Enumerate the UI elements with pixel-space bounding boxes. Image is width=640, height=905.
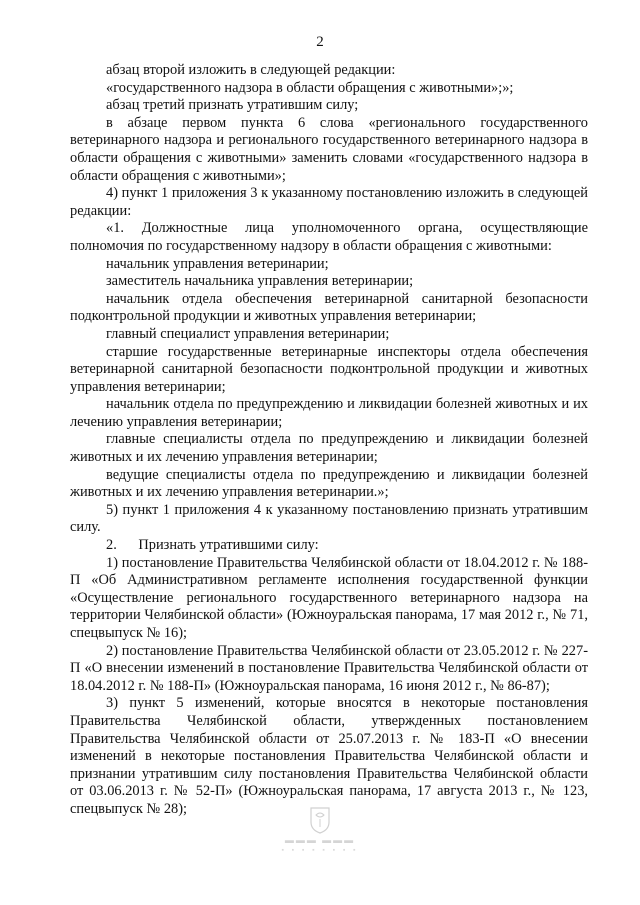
paragraph-10: главный специалист управления ветеринарии; — [106, 325, 390, 342]
stamp-line-2: ▪ ▪ ▪ ▪ ▪ ▪ ▪ ▪ — [281, 846, 359, 854]
paragraph-8: заместитель начальника управления ветеринарии; — [106, 273, 414, 290]
paragraph-16: 2. Признать утратившими силу: — [106, 537, 319, 554]
stamp-line-1: ▬▬▬ ▬▬▬ — [284, 835, 356, 845]
paragraph-12: начальник отдела по предупреждению и ликвидации болезней животных и их лечению управления ветеринарии; — [70, 396, 588, 430]
paragraph-7: начальник управления ветеринарии; — [106, 255, 329, 272]
paragraph-6: «1. Должностные лица уполномоченного органа, осуществляющие полномочия по государственному надзору в области обращения с животными: — [70, 220, 588, 254]
paragraph-4: в абзаце первом пункта 6 слова «регионального государственного ветеринарного надзора и регионального государственного ветеринарного надзора в области обращения с животными» заменить словами «государственного надзора в области обращения с животными»; — [70, 114, 588, 184]
document-body — [70, 62, 588, 819]
paragraph-1: абзац второй изложить в следующей редакции: — [106, 62, 396, 78]
paragraph-14: ведущие специалисты отдела по предупреждению и ликвидации болезней животных и их лечению управления ветеринарии.»; — [70, 466, 588, 501]
watermark-stamp — [0, 805, 640, 865]
paragraph-5: 4) пункт 1 приложения 3 к указанному постановлению изложить в следующей редакции: — [70, 185, 588, 219]
page-number: 2 — [316, 34, 324, 50]
paragraph-18: 2) постановление Правительства Челябинской области от 23.05.2012 г. № 227-П «О внесении изменений в постановление Правительства Челябинской области от 18.04.2012 г. № 188-П» (Южноуральская панорама, 16 июня 2012 г., № 86-87); — [70, 642, 588, 694]
paragraph-13: главные специалисты отдела по предупреждению и ликвидации болезней животных и их лечению управления ветеринарии; — [70, 431, 588, 466]
paragraph-15: 5) пункт 1 приложения 4 к указанному постановлению признать утратившим силу. — [70, 501, 588, 536]
emblem-icon — [307, 805, 333, 835]
paragraph-19: 3) пункт 5 изменений, которые вносятся в некоторые постановления Правительства Челябинской области, утвержденных постановлением Правительства Челябинской области от 25.07.2013 г. № 183-П «О внесении изменений в некоторые постановления Правительства Челябинской области и признании утратившим силу постановления Правительства Челябинской области от 03.06.2013 г. № 52-П» (Южноуральская панорама, 17 августа 2013 г., № 123, спецвыпуск № 28); — [70, 695, 588, 817]
paragraph-9: начальник отдела обеспечения ветеринарной санитарной безопасности подконтрольной продукции и животных управления ветеринарии; — [70, 290, 588, 325]
paragraph-11: старшие государственные ветеринарные инспекторы отдела обеспечения ветеринарной санитарной безопасности подконтрольной продукции и животных управления ветеринарии; — [70, 343, 588, 395]
paragraph-17: 1) постановление Правительства Челябинской области от 18.04.2012 г. № 188-П «Об Административном регламенте исполнения государственной функции «Осуществление регионального государственного ветеринарного надзора на территории Челябинской области» (Южноуральская панорама, 17 мая 2012 г., № 71, спецвыпуск № 16); — [70, 554, 588, 641]
paragraph-3: абзац третий признать утратившим силу; — [106, 97, 359, 114]
paragraph-2: «государственного надзора в области обращения с животными»;»; — [106, 79, 514, 96]
